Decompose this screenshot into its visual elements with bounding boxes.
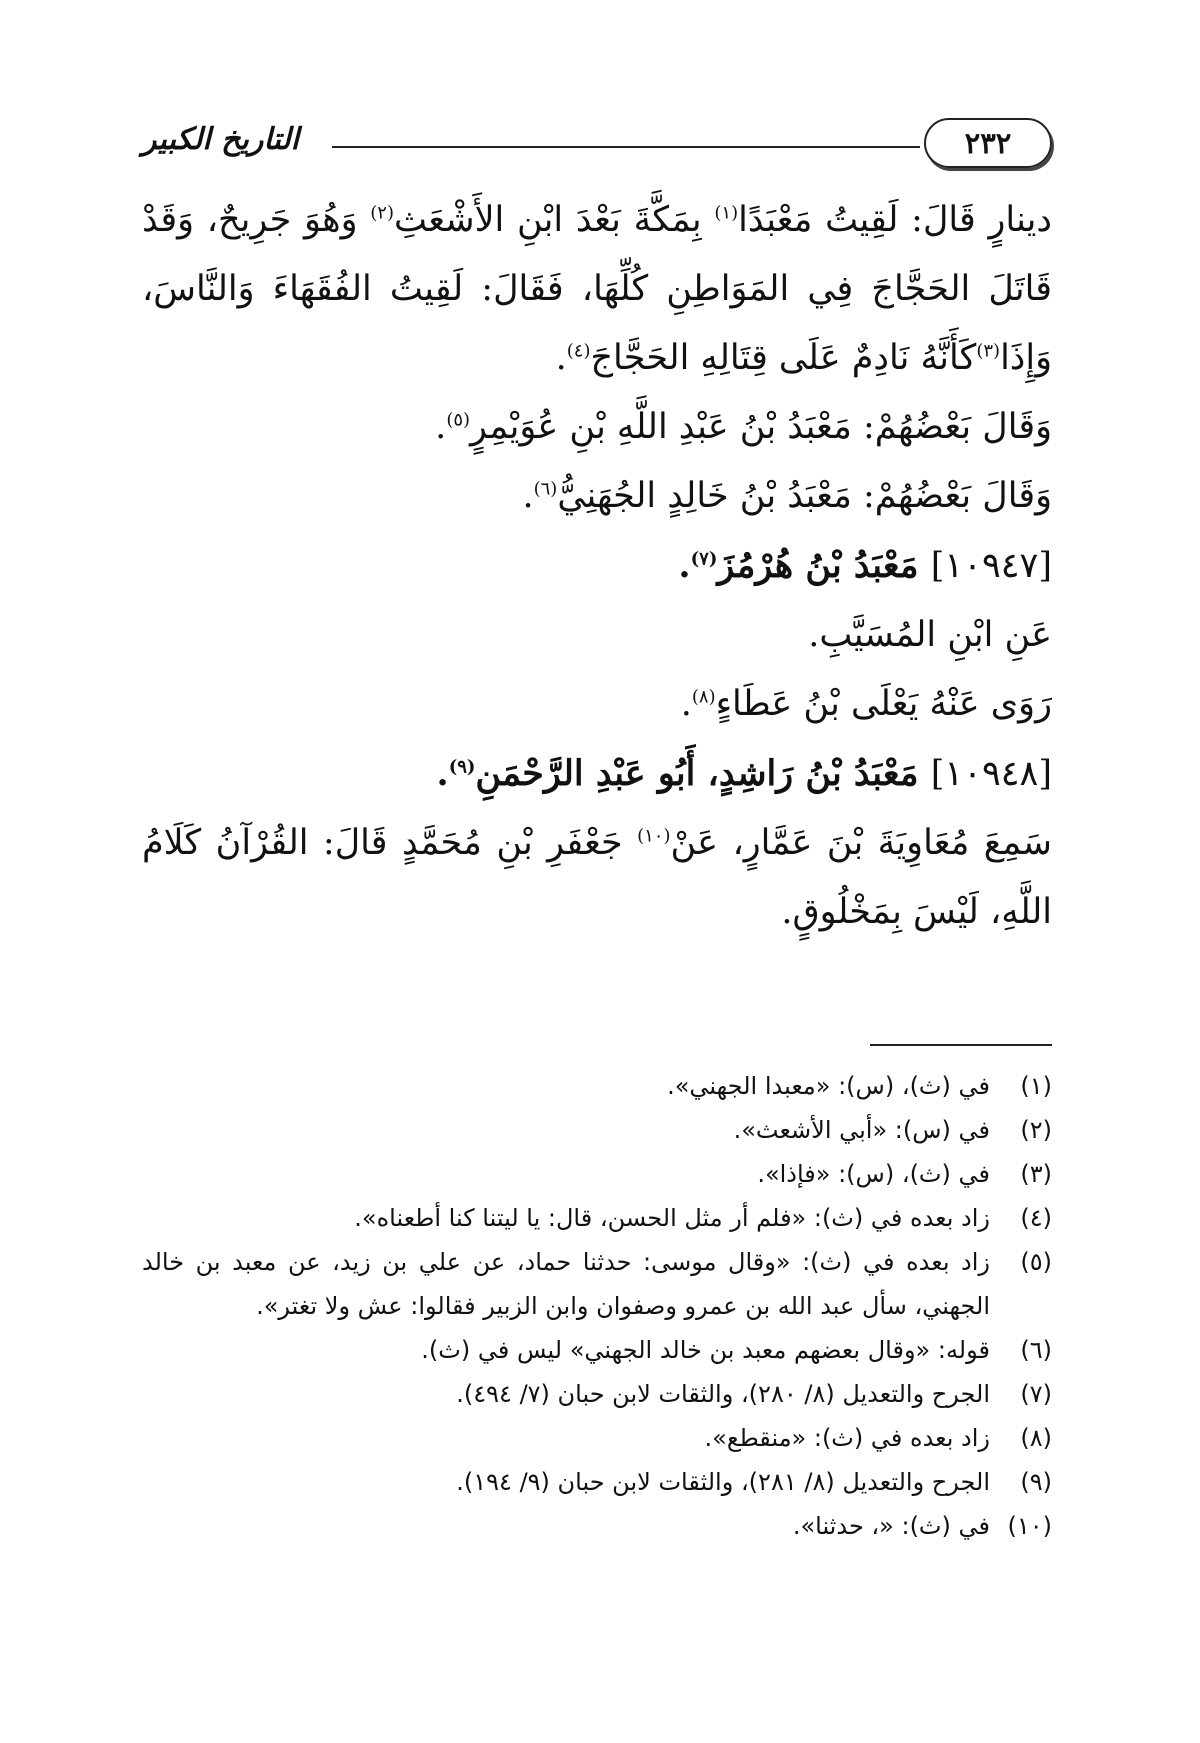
book-title: التاريخ الكبير bbox=[142, 122, 300, 157]
footnote-text: في (ث)، (س): «فإذا». bbox=[757, 1160, 990, 1188]
text-run: دينارٍ قَالَ: لَقِيتُ مَعْبَدًا bbox=[738, 200, 1052, 240]
page-number-badge bbox=[924, 118, 1052, 168]
text-run: بِمَكَّةَ بَعْدَ ابْنِ الأَشْعَثِ bbox=[393, 200, 715, 240]
paragraph bbox=[142, 601, 1052, 670]
text-run: وَهُوَ جَرِيحٌ، وَقَدْ قَاتَلَ الحَجَّاجَ فِي المَوَاطِنِ كُلِّهَا، فَقَالَ: لَقِيتُ الفُقَهَاءَ وَالنَّاسَ، وَإِذَا bbox=[142, 200, 1052, 378]
text-run: . bbox=[555, 338, 567, 378]
footnote-text: في (س): «أبي الأشعث». bbox=[733, 1116, 990, 1144]
paragraph bbox=[142, 393, 1052, 462]
text-run: وَقَالَ بَعْضُهُمْ: مَعْبَدُ بْنُ خَالِدٍ الجُهَنِيُّ bbox=[557, 476, 1052, 516]
footnote-number: (١٠) bbox=[1007, 1512, 1052, 1540]
footnote-ref[interactable]: (٣) bbox=[976, 340, 1001, 362]
text-run: . bbox=[680, 684, 692, 724]
footnote-text: زاد بعده في (ث): «منقطع». bbox=[704, 1424, 990, 1452]
text-run: سَمِعَ مُعَاوِيَةَ بْنَ عَمَّارٍ، عَنْ bbox=[670, 823, 1052, 863]
page-header bbox=[142, 118, 1052, 174]
footnote-item bbox=[142, 1504, 1052, 1548]
biography-entry bbox=[142, 739, 1052, 809]
footnote-ref[interactable]: (٦) bbox=[533, 478, 558, 500]
header-rule bbox=[332, 146, 920, 148]
paragraph bbox=[142, 462, 1052, 531]
text-run: كَأَنَّهُ نَادِمٌ عَلَى قِتَالِهِ الحَجَّاجَ bbox=[590, 338, 977, 378]
footnote-number: (٥) bbox=[1020, 1248, 1052, 1276]
footnote-item bbox=[142, 1108, 1052, 1152]
main-text bbox=[142, 186, 1052, 947]
text-run: . bbox=[522, 476, 534, 516]
footnotes bbox=[142, 1064, 1052, 1548]
footnote-item bbox=[142, 1064, 1052, 1108]
footnote-number: (٣) bbox=[1020, 1160, 1052, 1188]
footnote-item bbox=[142, 1460, 1052, 1504]
footnote-ref[interactable]: (٥) bbox=[446, 409, 471, 431]
entry-number: [١٠٩٤٨] bbox=[930, 754, 1052, 794]
footnote-text: قوله: «وقال بعضهم معبد بن خالد الجهني» ليس في (ث). bbox=[421, 1336, 990, 1364]
entry-name: مَعْبَدُ بْنُ هُرْمُزَ bbox=[717, 545, 931, 586]
text-run: . bbox=[678, 545, 691, 586]
footnote-number: (٦) bbox=[1020, 1336, 1052, 1364]
footnote-ref[interactable]: (٤) bbox=[566, 340, 591, 362]
footnote-number: (٢) bbox=[1020, 1116, 1052, 1144]
footnote-ref[interactable]: (٢) bbox=[370, 202, 394, 224]
footnote-item bbox=[142, 1372, 1052, 1416]
paragraph bbox=[142, 809, 1052, 947]
footnote-separator bbox=[870, 1044, 1052, 1046]
paragraph bbox=[142, 670, 1052, 739]
footnote-item bbox=[142, 1328, 1052, 1372]
entry-name: مَعْبَدُ بْنُ رَاشِدٍ، أَبُو عَبْدِ الرَّحْمَنِ bbox=[475, 753, 931, 794]
footnote-ref[interactable]: (٩) bbox=[448, 756, 476, 778]
footnote-ref[interactable]: (١) bbox=[714, 202, 739, 224]
footnote-number: (٤) bbox=[1020, 1204, 1052, 1232]
text-run: رَوَى عَنْهُ يَعْلَى بْنُ عَطَاءٍ bbox=[715, 684, 1052, 724]
footnote-text: في (ث)، (س): «معبدا الجهني». bbox=[667, 1072, 990, 1100]
footnote-ref[interactable]: (١٠) bbox=[637, 825, 671, 847]
footnote-item bbox=[142, 1196, 1052, 1240]
footnote-text: في (ث): «، حدثنا». bbox=[792, 1512, 990, 1540]
footnote-number: (١) bbox=[1020, 1072, 1052, 1100]
footnote-item bbox=[142, 1152, 1052, 1196]
text-run: . bbox=[436, 753, 449, 794]
footnote-number: (٧) bbox=[1020, 1380, 1052, 1408]
text-run: جَعْفَرِ بْنِ مُحَمَّدٍ قَالَ: القُرْآنُ كَلَامُ اللَّهِ، لَيْسَ بِمَخْلُوقٍ. bbox=[142, 823, 1052, 932]
footnote-text: الجرح والتعديل (٨/ ٢٨٠)، والثقات لابن حبان (٧/ ٤٩٤). bbox=[456, 1380, 990, 1408]
footnote-text: زاد بعده في (ث): «وقال موسى: حدثنا حماد، عن علي بن زيد، عن معبد بن خالد الجهني، سأل عبد الله بن عمرو وصفوان وابن الزبير فقالوا: عش ولا تغتر». bbox=[142, 1248, 990, 1320]
footnote-text: الجرح والتعديل (٨/ ٢٨١)، والثقات لابن حبان (٩/ ١٩٤). bbox=[456, 1468, 990, 1496]
footnote-ref[interactable]: (٨) bbox=[691, 686, 716, 708]
footnote-text: زاد بعده في (ث): «فلم أر مثل الحسن، قال: يا ليتنا كنا أطعناه». bbox=[354, 1204, 990, 1232]
footnote-item bbox=[142, 1240, 1052, 1328]
footnote-number: (٨) bbox=[1020, 1424, 1052, 1452]
text-run: وَقَالَ بَعْضُهُمْ: مَعْبَدُ بْنُ عَبْدِ اللَّهِ بْنِ عُوَيْمِرٍ bbox=[470, 407, 1052, 447]
footnote-ref[interactable]: (٧) bbox=[690, 548, 718, 570]
page-number: ٢٣٢ bbox=[964, 126, 1012, 160]
entry-number: [١٠٩٤٧] bbox=[930, 546, 1052, 586]
biography-entry bbox=[142, 531, 1052, 601]
text-run: عَنِ ابْنِ المُسَيَّبِ. bbox=[808, 615, 1052, 655]
footnote-item bbox=[142, 1416, 1052, 1460]
text-run: . bbox=[435, 407, 447, 447]
footnote-number: (٩) bbox=[1020, 1468, 1052, 1496]
paragraph bbox=[142, 186, 1052, 393]
